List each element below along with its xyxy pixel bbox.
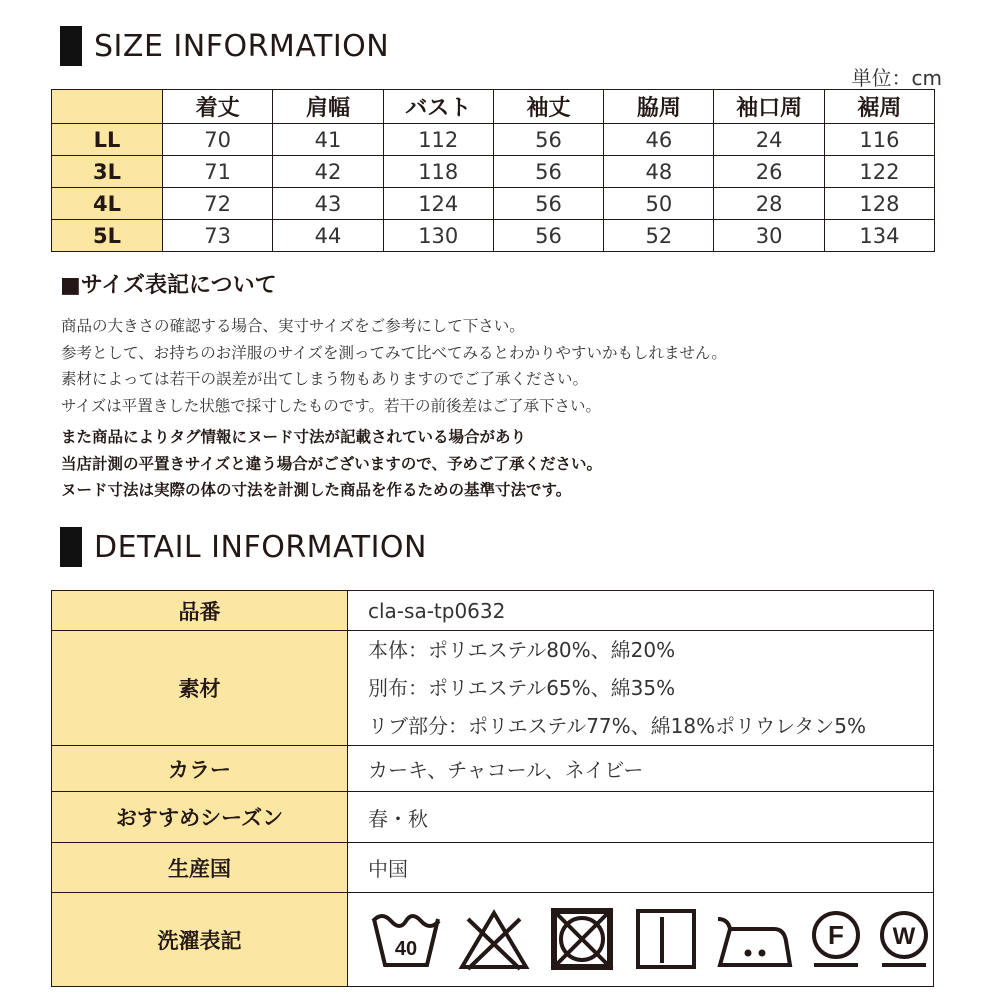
- column-header: 着丈: [163, 90, 273, 124]
- origin-label: 生産国: [52, 843, 348, 893]
- table-cell: 56: [493, 156, 603, 188]
- size-label: 3L: [52, 156, 163, 188]
- material-line: 別布：ポリエステル65%、綿35%: [368, 676, 676, 700]
- detail-table: [51, 590, 934, 987]
- note-line: 商品の大きさの確認する場合、実寸サイズをご参考にして下さい。: [61, 317, 525, 335]
- size-label: LL: [52, 124, 163, 156]
- table-cell: 122: [824, 156, 934, 188]
- heading-bar: [60, 26, 82, 66]
- table-cell: 72: [163, 188, 273, 220]
- table-cell: 46: [604, 124, 714, 156]
- table-cell: 43: [273, 188, 383, 220]
- season-value: 春・秋: [348, 792, 934, 843]
- size-section-heading: [60, 26, 389, 66]
- detail-row-origin: [52, 843, 934, 893]
- bold-note-line: また商品によりタグ情報にヌード寸法が記載されている場合があり: [61, 428, 527, 446]
- season-label: おすすめシーズン: [52, 792, 348, 843]
- size-table-header-row: [52, 90, 935, 124]
- detail-row-color: [52, 746, 934, 792]
- table-cell: 70: [163, 124, 273, 156]
- iron-medium-icon: [714, 907, 794, 973]
- detail-heading-text: DETAIL INFORMATION: [94, 529, 427, 565]
- material-value: [348, 631, 934, 746]
- detail-row-season: [52, 792, 934, 843]
- table-cell: 44: [273, 220, 383, 252]
- table-cell: 42: [273, 156, 383, 188]
- note-line: サイズは平置きした状態で採寸したものです。若干の前後差はご了承下さい。: [61, 396, 602, 415]
- table-cell: 56: [493, 124, 603, 156]
- bold-note-line: ヌード寸法は実際の体の寸法を計測した商品を作るための基準寸法です。: [61, 481, 572, 499]
- code-label: 品番: [52, 591, 348, 631]
- table-row: [52, 220, 935, 252]
- material-line: リブ部分：ポリエステル77%、綿18%ポリウレタン5%: [368, 714, 867, 738]
- wet-clean-letter: W: [892, 922, 916, 950]
- table-cell: 118: [383, 156, 493, 188]
- size-notice-heading: ■サイズ表記について: [60, 273, 277, 298]
- note-line: 参考として、お持ちのお洋服のサイズを測ってみて比べてみるとわかりやすいかもしれません。: [61, 343, 727, 362]
- material-label: 素材: [52, 631, 348, 746]
- size-label: 5L: [52, 220, 163, 252]
- care-icons: [348, 893, 934, 987]
- detail-section-heading: [60, 527, 427, 567]
- color-value: カーキ、チャコール、ネイビー: [348, 746, 934, 792]
- size-label: 4L: [52, 188, 163, 220]
- wash-40-icon: [370, 907, 442, 973]
- table-cell: 48: [604, 156, 714, 188]
- dry-clean-f-icon: [810, 907, 862, 973]
- table-row: [52, 124, 935, 156]
- detail-row-code: [52, 591, 934, 631]
- table-cell: 128: [824, 188, 934, 220]
- unit-label: 単位：cm: [851, 66, 942, 90]
- nude-size-notes: [61, 424, 602, 504]
- table-cell: 28: [714, 188, 824, 220]
- no-bleach-icon: [458, 907, 530, 973]
- size-table: [51, 89, 935, 252]
- material-line: 本体：ポリエステル80%、綿20%: [368, 638, 676, 662]
- column-header: 袖口周: [714, 90, 824, 124]
- table-cell: 24: [714, 124, 824, 156]
- table-cell: 41: [273, 124, 383, 156]
- color-label: カラー: [52, 746, 348, 792]
- code-value: cla-sa-tp0632: [348, 591, 934, 631]
- table-cell: 56: [493, 188, 603, 220]
- origin-value: 中国: [348, 843, 934, 893]
- table-cell: 52: [604, 220, 714, 252]
- table-cell: 56: [493, 220, 603, 252]
- detail-row-care: [52, 893, 934, 987]
- column-header: 脇周: [604, 90, 714, 124]
- no-tumble-dry-icon: [546, 907, 618, 973]
- corner-cell: [52, 90, 163, 124]
- size-heading-text: SIZE INFORMATION: [94, 28, 390, 64]
- table-cell: 134: [824, 220, 934, 252]
- table-row: [52, 156, 935, 188]
- table-cell: 30: [714, 220, 824, 252]
- line-dry-icon: [634, 907, 698, 973]
- column-header: バスト: [383, 90, 493, 124]
- note-line: 素材によっては若干の誤差が出てしまう物もありますのでご了承ください。: [61, 370, 589, 388]
- dry-clean-letter: F: [828, 919, 844, 950]
- table-cell: 112: [383, 124, 493, 156]
- table-cell: 50: [604, 188, 714, 220]
- table-cell: 124: [383, 188, 493, 220]
- table-cell: 71: [163, 156, 273, 188]
- table-cell: 116: [824, 124, 934, 156]
- bold-note-line: 当店計測の平置きサイズと違う場合がございますので、予めご了承ください。: [61, 454, 602, 473]
- care-label: 洗濯表記: [52, 893, 348, 987]
- column-header: 裾周: [824, 90, 934, 124]
- wash-temp-text: 40: [394, 937, 418, 960]
- table-cell: 26: [714, 156, 824, 188]
- detail-row-material: [52, 631, 934, 746]
- column-header: 袖丈: [493, 90, 603, 124]
- size-notes: [61, 313, 727, 419]
- column-header: 肩幅: [273, 90, 383, 124]
- table-cell: 73: [163, 220, 273, 252]
- wet-clean-w-icon: [878, 907, 930, 973]
- table-row: [52, 188, 935, 220]
- table-cell: 130: [383, 220, 493, 252]
- heading-bar: [60, 527, 82, 567]
